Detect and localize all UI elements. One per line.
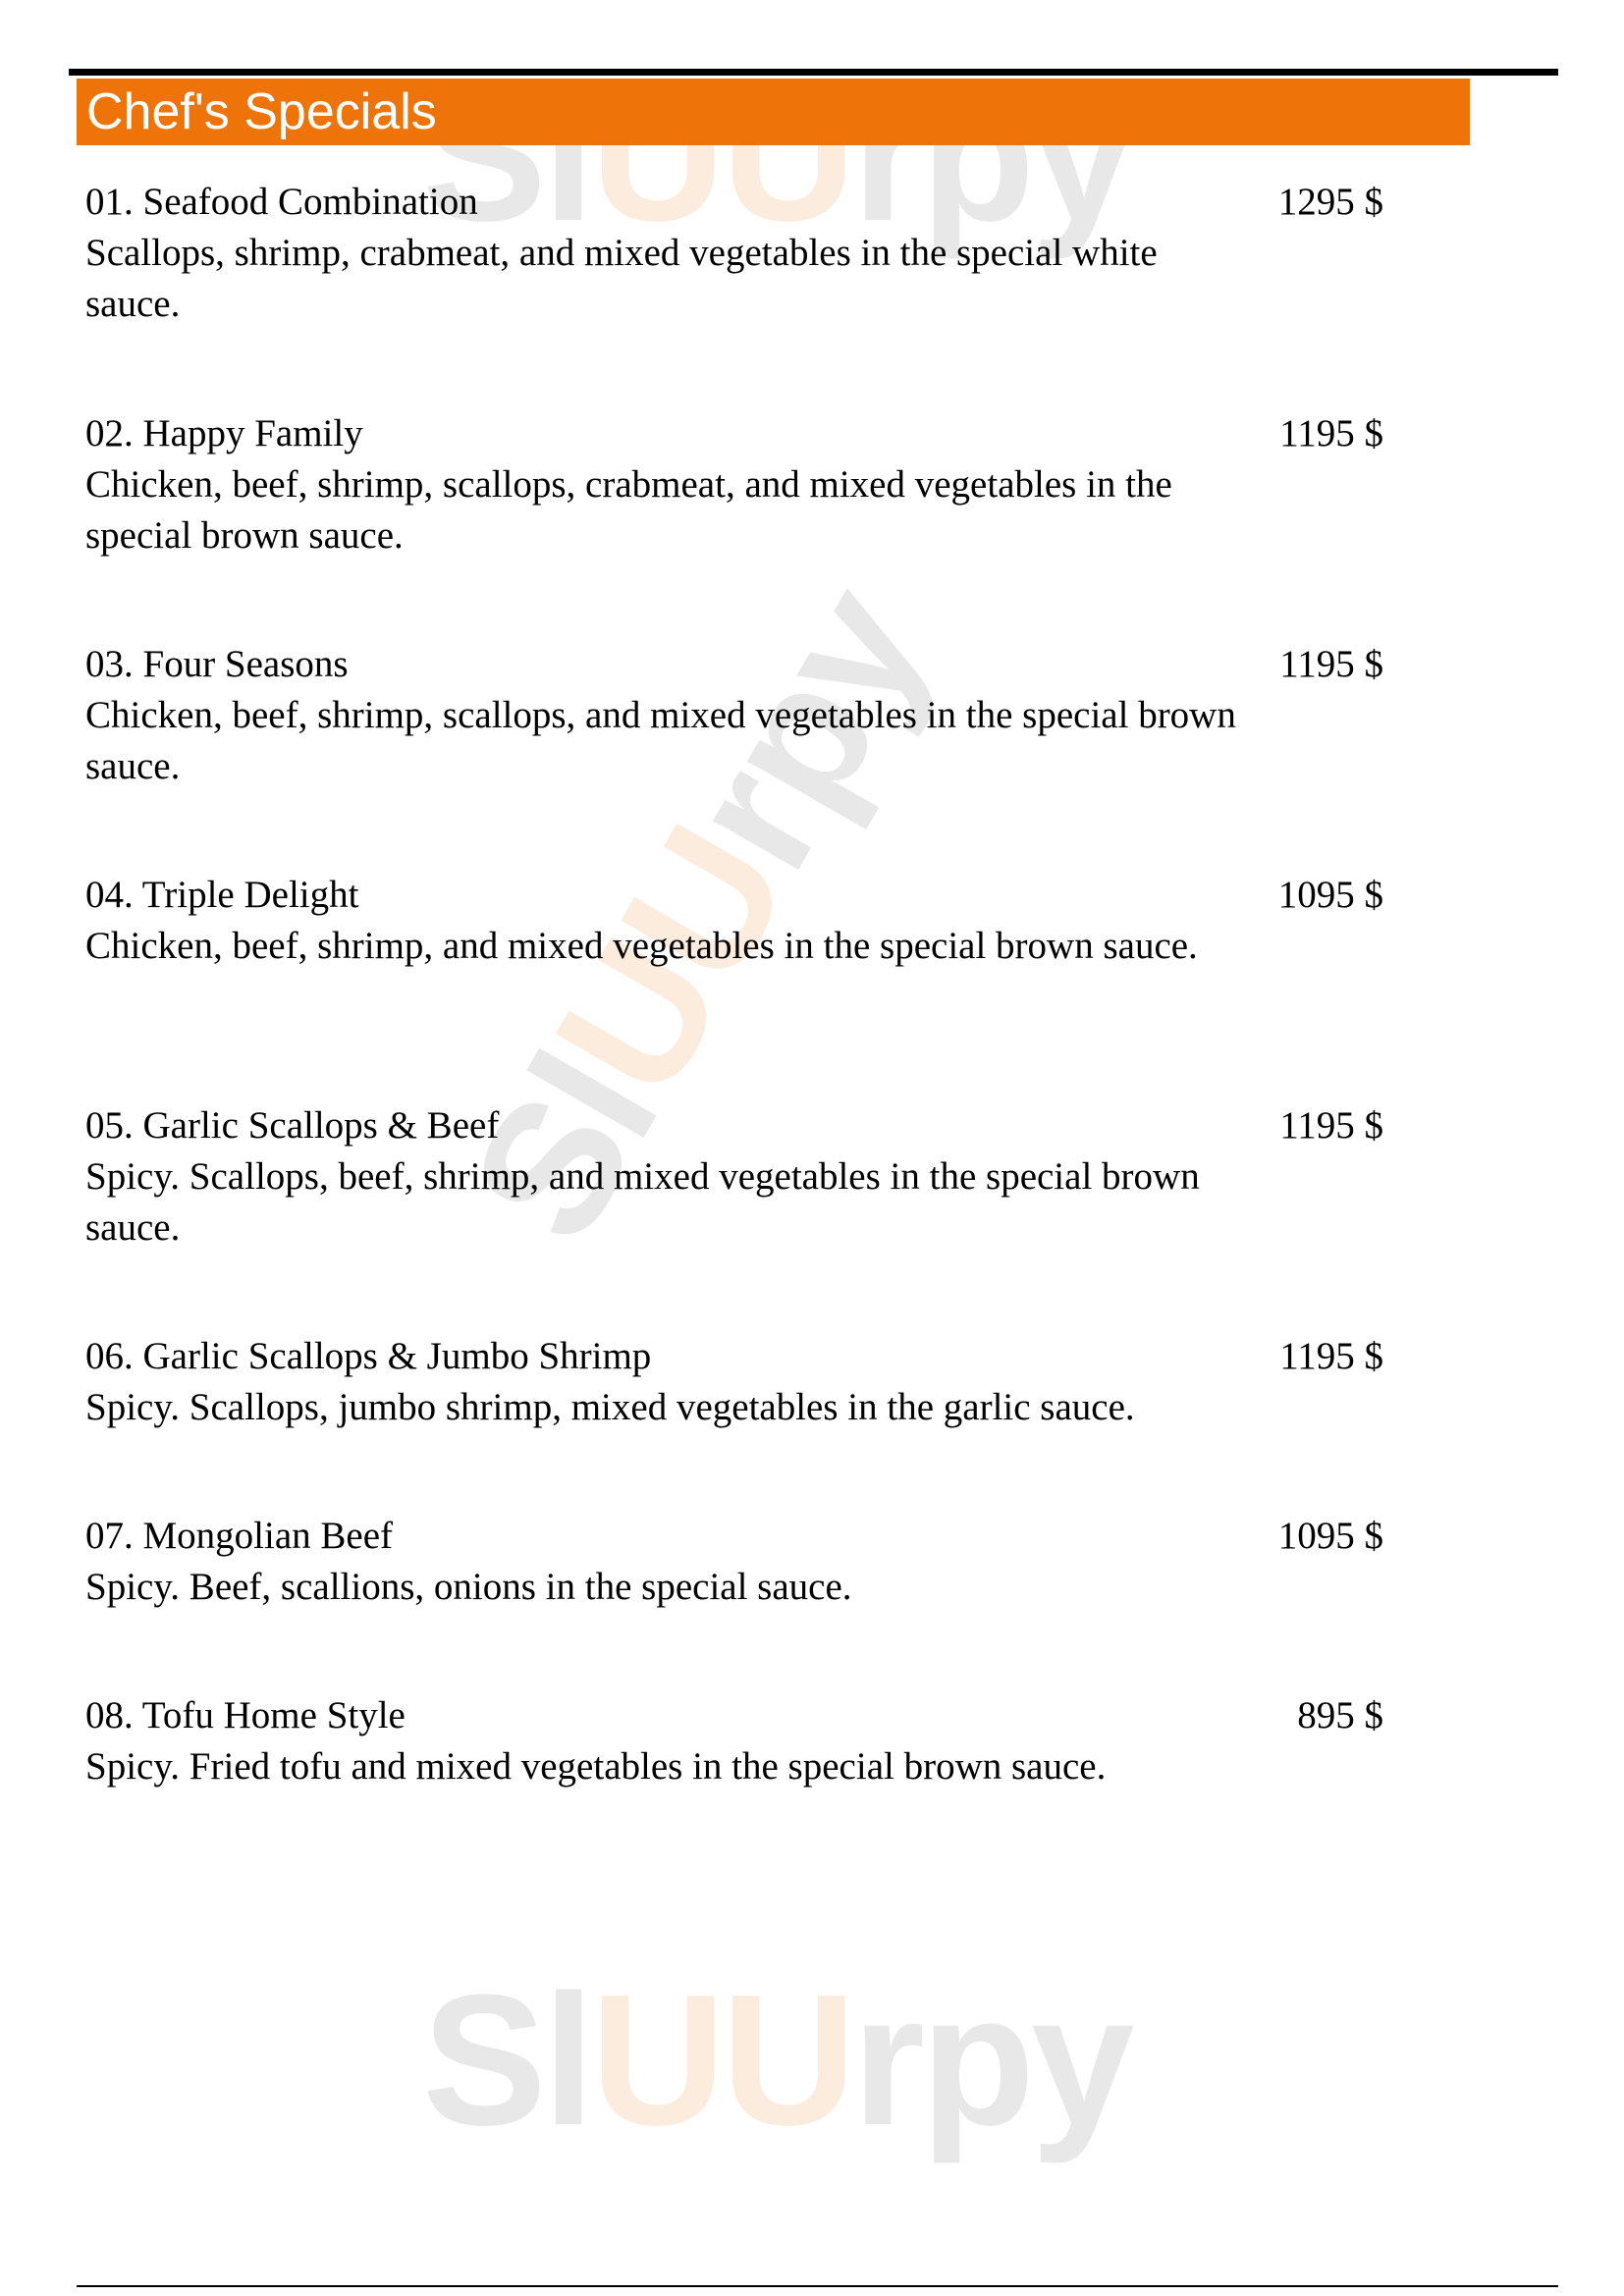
menu-item	[85, 1331, 1391, 1433]
menu-item	[85, 639, 1391, 792]
top-divider	[69, 69, 1558, 76]
menu-item	[85, 870, 1391, 972]
item-description: Spicy. Beef, scallions, onions in the special sauce.	[85, 1566, 852, 1608]
item-description: Chicken, beef, shrimp, scallops, and mixed vegetables in the special brown sauce.	[85, 694, 1236, 787]
menu-item	[85, 177, 1391, 330]
item-price: 1295 $	[1277, 181, 1383, 223]
menu-item	[85, 408, 1391, 561]
watermark-logo-middle: SlUUrpy	[431, 556, 966, 1274]
item-description: Chicken, beef, shrimp, and mixed vegetables in the special brown sauce.	[85, 925, 1198, 967]
item-price: 1095 $	[1277, 1515, 1383, 1557]
menu-item	[85, 1100, 1391, 1254]
item-description: Spicy. Fried tofu and mixed vegetables in the special brown sauce.	[85, 1745, 1107, 1788]
item-description: Scallops, shrimp, crabmeat, and mixed vegetables in the special white sauce.	[85, 232, 1158, 325]
item-price: 1195 $	[1279, 643, 1383, 685]
menu-item	[85, 1690, 1391, 1792]
item-description: Chicken, beef, shrimp, scallops, crabmeat, and mixed vegetables in the special brown sauce.	[85, 463, 1172, 557]
item-name: 05. Garlic Scallops & Beef	[85, 1104, 500, 1147]
item-price: 1195 $	[1279, 1104, 1383, 1147]
item-name: 02. Happy Family	[85, 412, 363, 454]
section-header	[77, 79, 1470, 145]
item-description: Spicy. Scallops, jumbo shrimp, mixed vegetables in the garlic sauce.	[85, 1386, 1135, 1428]
item-name: 06. Garlic Scallops & Jumbo Shrimp	[85, 1335, 652, 1377]
item-name: 03. Four Seasons	[85, 643, 349, 685]
section-title: Chef's Specials	[86, 83, 437, 140]
item-price: 895 $	[1297, 1694, 1383, 1736]
item-price: 1195 $	[1279, 1335, 1383, 1377]
menu-item	[85, 1511, 1391, 1613]
item-name: 01. Seafood Combination	[85, 181, 478, 223]
item-price: 1095 $	[1277, 874, 1383, 916]
watermark-logo-bottom: SlUUrpy	[422, 1956, 1131, 2164]
item-name: 07. Mongolian Beef	[85, 1515, 394, 1557]
item-name: 04. Triple Delight	[85, 874, 359, 916]
item-name: 08. Tofu Home Style	[85, 1694, 406, 1736]
item-price: 1195 $	[1279, 412, 1383, 454]
item-description: Spicy. Scallops, beef, shrimp, and mixed vegetables in the special brown sauce.	[85, 1155, 1200, 1249]
watermark-logo-top: SlUUrpy	[422, 52, 1131, 260]
bottom-divider	[77, 2285, 1558, 2287]
